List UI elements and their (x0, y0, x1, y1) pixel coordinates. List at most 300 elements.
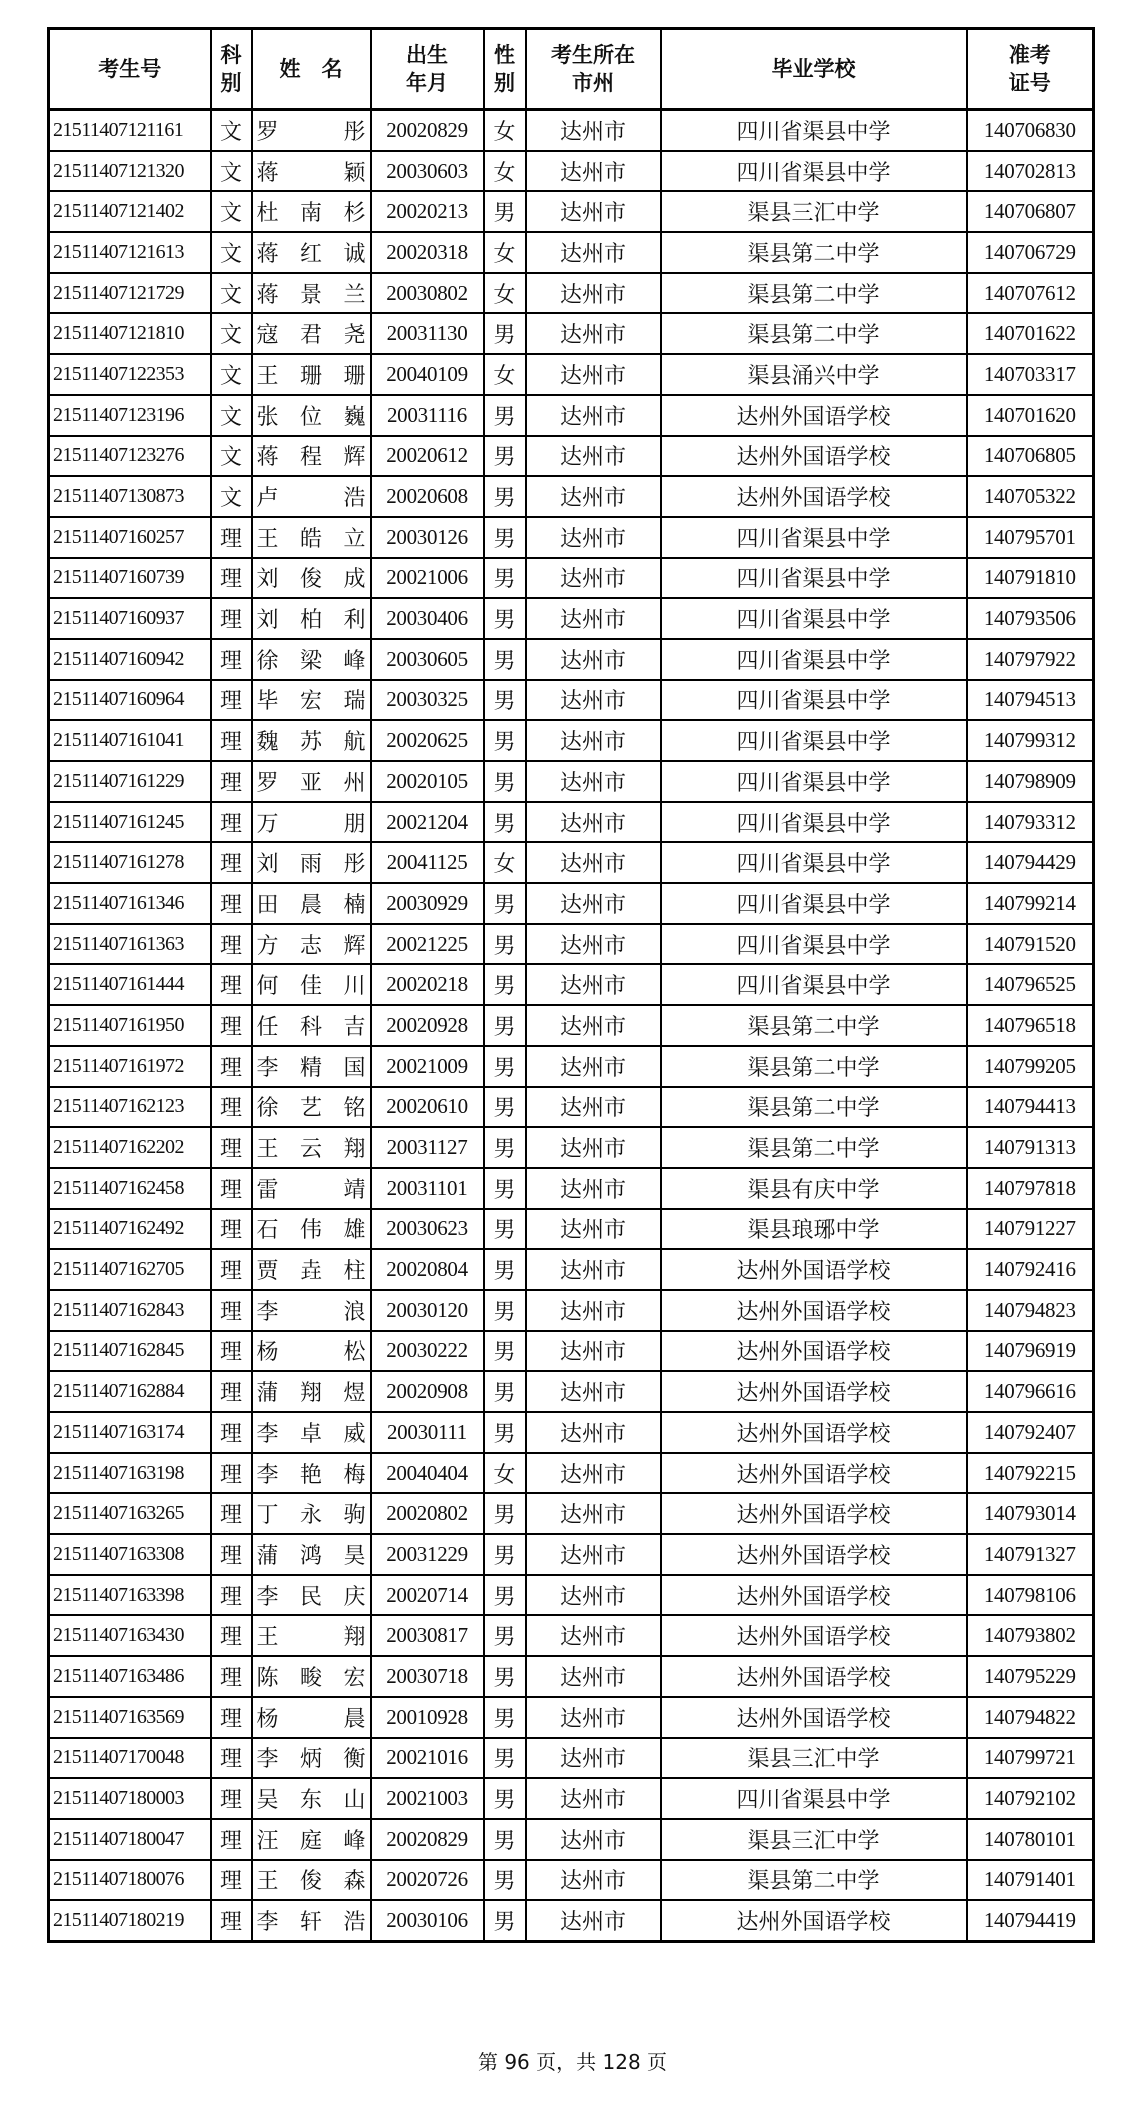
cell-exam-id: 21511407161444 (49, 964, 211, 1005)
cell-ticket-number: 140706805 (967, 436, 1094, 477)
cell-subject: 文 (211, 151, 252, 192)
cell-school: 达州外国语学校 (661, 1249, 967, 1290)
header-ticket: 准考证号 (967, 29, 1094, 110)
cell-exam-id: 21511407162705 (49, 1249, 211, 1290)
cell-school: 渠县第二中学 (661, 1046, 967, 1087)
cell-city: 达州市 (526, 1209, 661, 1250)
table-row (49, 1168, 1094, 1209)
cell-name: 杨晨 (252, 1697, 371, 1738)
cell-subject: 理 (211, 1290, 252, 1331)
cell-gender: 男 (484, 1860, 526, 1901)
cell-birth-date: 20020802 (371, 1493, 484, 1534)
cell-subject: 理 (211, 1900, 252, 1941)
cell-ticket-number: 140798106 (967, 1575, 1094, 1616)
cell-exam-id: 21511407162843 (49, 1290, 211, 1331)
cell-birth-date: 20041125 (371, 842, 484, 883)
cell-school: 四川省渠县中学 (661, 802, 967, 843)
cell-ticket-number: 140795701 (967, 517, 1094, 558)
cell-city: 达州市 (526, 436, 661, 477)
table-row (49, 1412, 1094, 1453)
cell-birth-date: 20010928 (371, 1697, 484, 1738)
cell-exam-id: 21511407122353 (49, 354, 211, 395)
table-row (49, 273, 1094, 314)
cell-city: 达州市 (526, 1493, 661, 1534)
cell-subject: 文 (211, 232, 252, 273)
cell-school: 达州外国语学校 (661, 476, 967, 517)
table-row (49, 191, 1094, 232)
cell-subject: 理 (211, 1005, 252, 1046)
cell-city: 达州市 (526, 1900, 661, 1941)
cell-gender: 男 (484, 1493, 526, 1534)
cell-subject: 理 (211, 1412, 252, 1453)
cell-name: 罗彤 (252, 110, 371, 151)
cell-city: 达州市 (526, 517, 661, 558)
cell-subject: 理 (211, 1656, 252, 1697)
cell-exam-id: 21511407160257 (49, 517, 211, 558)
cell-exam-id: 21511407163398 (49, 1575, 211, 1616)
cell-ticket-number: 140794823 (967, 1290, 1094, 1331)
cell-ticket-number: 140794413 (967, 1087, 1094, 1128)
cell-birth-date: 20030817 (371, 1615, 484, 1656)
cell-school: 四川省渠县中学 (661, 110, 967, 151)
table-row (49, 639, 1094, 680)
header-birth: 出生年月 (371, 29, 484, 110)
cell-exam-id: 21511407180047 (49, 1819, 211, 1860)
cell-gender: 男 (484, 1819, 526, 1860)
cell-exam-id: 21511407162123 (49, 1087, 211, 1128)
cell-birth-date: 20020218 (371, 964, 484, 1005)
cell-school: 四川省渠县中学 (661, 964, 967, 1005)
cell-name: 李民庆 (252, 1575, 371, 1616)
cell-gender: 男 (484, 598, 526, 639)
cell-ticket-number: 140795229 (967, 1656, 1094, 1697)
cell-exam-id: 21511407130873 (49, 476, 211, 517)
cell-city: 达州市 (526, 1615, 661, 1656)
cell-gender: 男 (484, 517, 526, 558)
cell-school: 渠县第二中学 (661, 1127, 967, 1168)
cell-exam-id: 21511407163308 (49, 1534, 211, 1575)
cell-city: 达州市 (526, 1738, 661, 1779)
cell-birth-date: 20030929 (371, 883, 484, 924)
cell-name: 吴东山 (252, 1778, 371, 1819)
cell-exam-id: 21511407160937 (49, 598, 211, 639)
table-row (49, 558, 1094, 599)
cell-ticket-number: 140791327 (967, 1534, 1094, 1575)
cell-ticket-number: 140799312 (967, 720, 1094, 761)
cell-ticket-number: 140796525 (967, 964, 1094, 1005)
cell-city: 达州市 (526, 1534, 661, 1575)
cell-gender: 男 (484, 1087, 526, 1128)
cell-city: 达州市 (526, 1249, 661, 1290)
table-row (49, 1778, 1094, 1819)
cell-school: 达州外国语学校 (661, 1453, 967, 1494)
cell-name: 陈畯宏 (252, 1656, 371, 1697)
cell-birth-date: 20021225 (371, 924, 484, 965)
cell-ticket-number: 140791520 (967, 924, 1094, 965)
cell-gender: 男 (484, 1412, 526, 1453)
cell-school: 达州外国语学校 (661, 1331, 967, 1372)
cell-exam-id: 21511407163198 (49, 1453, 211, 1494)
cell-birth-date: 20021006 (371, 558, 484, 599)
cell-school: 达州外国语学校 (661, 1575, 967, 1616)
cell-school: 渠县三汇中学 (661, 191, 967, 232)
cell-ticket-number: 140796919 (967, 1331, 1094, 1372)
cell-name: 贾垚柱 (252, 1249, 371, 1290)
cell-ticket-number: 140794429 (967, 842, 1094, 883)
cell-subject: 理 (211, 964, 252, 1005)
cell-ticket-number: 140794822 (967, 1697, 1094, 1738)
cell-ticket-number: 140701622 (967, 313, 1094, 354)
cell-exam-id: 21511407121613 (49, 232, 211, 273)
cell-subject: 理 (211, 558, 252, 599)
cell-school: 渠县第二中学 (661, 313, 967, 354)
cell-subject: 理 (211, 1819, 252, 1860)
cell-gender: 男 (484, 680, 526, 721)
cell-birth-date: 20031101 (371, 1168, 484, 1209)
cell-name: 王珊珊 (252, 354, 371, 395)
cell-exam-id: 21511407161950 (49, 1005, 211, 1046)
cell-birth-date: 20030126 (371, 517, 484, 558)
cell-school: 四川省渠县中学 (661, 558, 967, 599)
cell-exam-id: 21511407161245 (49, 802, 211, 843)
cell-city: 达州市 (526, 598, 661, 639)
cell-exam-id: 21511407161363 (49, 924, 211, 965)
cell-school: 渠县三汇中学 (661, 1819, 967, 1860)
cell-birth-date: 20031229 (371, 1534, 484, 1575)
cell-name: 蒲鸿昊 (252, 1534, 371, 1575)
cell-gender: 女 (484, 110, 526, 151)
table-row (49, 313, 1094, 354)
cell-ticket-number: 140797818 (967, 1168, 1094, 1209)
cell-exam-id: 21511407121161 (49, 110, 211, 151)
cell-school: 四川省渠县中学 (661, 598, 967, 639)
cell-name: 蒋程辉 (252, 436, 371, 477)
cell-city: 达州市 (526, 476, 661, 517)
cell-exam-id: 21511407160942 (49, 639, 211, 680)
cell-city: 达州市 (526, 924, 661, 965)
cell-school: 达州外国语学校 (661, 1900, 967, 1941)
cell-city: 达州市 (526, 110, 661, 151)
cell-gender: 男 (484, 476, 526, 517)
cell-gender: 女 (484, 273, 526, 314)
cell-name: 李浪 (252, 1290, 371, 1331)
cell-school: 达州外国语学校 (661, 1290, 967, 1331)
header-exam-id: 考生号 (49, 29, 211, 110)
cell-birth-date: 20030222 (371, 1331, 484, 1372)
cell-ticket-number: 140707612 (967, 273, 1094, 314)
cell-birth-date: 20020213 (371, 191, 484, 232)
cell-subject: 理 (211, 1209, 252, 1250)
cell-school: 渠县第二中学 (661, 273, 967, 314)
cell-birth-date: 20020928 (371, 1005, 484, 1046)
cell-name: 刘雨彤 (252, 842, 371, 883)
cell-school: 渠县琅琊中学 (661, 1209, 967, 1250)
cell-ticket-number: 140798909 (967, 761, 1094, 802)
cell-city: 达州市 (526, 1412, 661, 1453)
cell-birth-date: 20020318 (371, 232, 484, 273)
cell-subject: 文 (211, 476, 252, 517)
cell-city: 达州市 (526, 151, 661, 192)
cell-gender: 女 (484, 842, 526, 883)
table-row (49, 1249, 1094, 1290)
table-row (49, 1453, 1094, 1494)
cell-gender: 男 (484, 761, 526, 802)
cell-name: 蒲翔煜 (252, 1371, 371, 1412)
cell-gender: 男 (484, 191, 526, 232)
cell-city: 达州市 (526, 720, 661, 761)
table-row (49, 1371, 1094, 1412)
cell-subject: 理 (211, 1860, 252, 1901)
cell-school: 渠县第二中学 (661, 1005, 967, 1046)
cell-name: 任科吉 (252, 1005, 371, 1046)
cell-gender: 男 (484, 313, 526, 354)
cell-gender: 男 (484, 1697, 526, 1738)
table-row (49, 1697, 1094, 1738)
cell-exam-id: 21511407180076 (49, 1860, 211, 1901)
cell-ticket-number: 140792102 (967, 1778, 1094, 1819)
table-row (49, 924, 1094, 965)
cell-subject: 理 (211, 598, 252, 639)
cell-school: 四川省渠县中学 (661, 883, 967, 924)
cell-exam-id: 21511407163569 (49, 1697, 211, 1738)
cell-city: 达州市 (526, 1005, 661, 1046)
cell-ticket-number: 140794513 (967, 680, 1094, 721)
cell-gender: 男 (484, 1656, 526, 1697)
cell-school: 达州外国语学校 (661, 395, 967, 436)
cell-name: 张位巍 (252, 395, 371, 436)
cell-name: 杜南杉 (252, 191, 371, 232)
cell-gender: 男 (484, 964, 526, 1005)
cell-name: 汪庭峰 (252, 1819, 371, 1860)
table-row (49, 1209, 1094, 1250)
cell-gender: 男 (484, 1046, 526, 1087)
cell-birth-date: 20031130 (371, 313, 484, 354)
cell-ticket-number: 140799721 (967, 1738, 1094, 1779)
cell-exam-id: 21511407163174 (49, 1412, 211, 1453)
cell-birth-date: 20030718 (371, 1656, 484, 1697)
cell-name: 毕宏瑞 (252, 680, 371, 721)
cell-school: 渠县第二中学 (661, 232, 967, 273)
cell-gender: 男 (484, 1738, 526, 1779)
cell-subject: 理 (211, 1127, 252, 1168)
table-row (49, 1900, 1094, 1941)
admission-table (47, 27, 1095, 1943)
cell-subject: 文 (211, 395, 252, 436)
cell-city: 达州市 (526, 964, 661, 1005)
table-row (49, 1046, 1094, 1087)
cell-school: 四川省渠县中学 (661, 639, 967, 680)
cell-city: 达州市 (526, 1046, 661, 1087)
cell-gender: 女 (484, 354, 526, 395)
cell-birth-date: 20020612 (371, 436, 484, 477)
table-row (49, 395, 1094, 436)
cell-name: 田晨楠 (252, 883, 371, 924)
cell-subject: 理 (211, 1697, 252, 1738)
cell-gender: 男 (484, 1778, 526, 1819)
cell-ticket-number: 140706729 (967, 232, 1094, 273)
cell-gender: 男 (484, 395, 526, 436)
cell-school: 四川省渠县中学 (661, 842, 967, 883)
cell-ticket-number: 140794419 (967, 1900, 1094, 1941)
cell-school: 达州外国语学校 (661, 1371, 967, 1412)
cell-ticket-number: 140791401 (967, 1860, 1094, 1901)
cell-birth-date: 20030120 (371, 1290, 484, 1331)
table-row (49, 1615, 1094, 1656)
cell-school: 达州外国语学校 (661, 1697, 967, 1738)
cell-birth-date: 20021009 (371, 1046, 484, 1087)
cell-subject: 理 (211, 1493, 252, 1534)
cell-city: 达州市 (526, 1453, 661, 1494)
cell-ticket-number: 140793312 (967, 802, 1094, 843)
cell-subject: 文 (211, 436, 252, 477)
cell-city: 达州市 (526, 1371, 661, 1412)
cell-name: 李炳衡 (252, 1738, 371, 1779)
cell-school: 渠县三汇中学 (661, 1738, 967, 1779)
cell-city: 达州市 (526, 395, 661, 436)
cell-gender: 男 (484, 1249, 526, 1290)
cell-gender: 男 (484, 924, 526, 965)
cell-school: 四川省渠县中学 (661, 1778, 967, 1819)
cell-ticket-number: 140791810 (967, 558, 1094, 599)
cell-ticket-number: 140792416 (967, 1249, 1094, 1290)
table-row (49, 354, 1094, 395)
cell-birth-date: 20030802 (371, 273, 484, 314)
table-row (49, 517, 1094, 558)
cell-subject: 理 (211, 1778, 252, 1819)
cell-subject: 理 (211, 1249, 252, 1290)
cell-birth-date: 20030111 (371, 1412, 484, 1453)
table-row (49, 1087, 1094, 1128)
cell-city: 达州市 (526, 842, 661, 883)
cell-school: 四川省渠县中学 (661, 924, 967, 965)
cell-exam-id: 21511407121729 (49, 273, 211, 314)
cell-school: 四川省渠县中学 (661, 761, 967, 802)
cell-birth-date: 20030603 (371, 151, 484, 192)
cell-birth-date: 20021003 (371, 1778, 484, 1819)
table-row (49, 110, 1094, 151)
cell-ticket-number: 140799205 (967, 1046, 1094, 1087)
cell-school: 四川省渠县中学 (661, 151, 967, 192)
cell-gender: 男 (484, 1575, 526, 1616)
table-row (49, 964, 1094, 1005)
cell-city: 达州市 (526, 1127, 661, 1168)
cell-birth-date: 20020804 (371, 1249, 484, 1290)
cell-name: 罗亚州 (252, 761, 371, 802)
cell-name: 丁永驹 (252, 1493, 371, 1534)
cell-exam-id: 21511407162458 (49, 1168, 211, 1209)
cell-exam-id: 21511407163486 (49, 1656, 211, 1697)
table-row (49, 802, 1094, 843)
cell-city: 达州市 (526, 1860, 661, 1901)
table-row (49, 1819, 1094, 1860)
cell-name: 王皓立 (252, 517, 371, 558)
cell-gender: 男 (484, 1331, 526, 1372)
cell-birth-date: 20030406 (371, 598, 484, 639)
cell-birth-date: 20020625 (371, 720, 484, 761)
cell-gender: 男 (484, 802, 526, 843)
cell-city: 达州市 (526, 232, 661, 273)
table-row (49, 1331, 1094, 1372)
cell-subject: 理 (211, 883, 252, 924)
cell-gender: 男 (484, 639, 526, 680)
cell-city: 达州市 (526, 191, 661, 232)
cell-subject: 文 (211, 110, 252, 151)
cell-exam-id: 21511407163430 (49, 1615, 211, 1656)
cell-city: 达州市 (526, 313, 661, 354)
cell-birth-date: 20030605 (371, 639, 484, 680)
cell-birth-date: 20040109 (371, 354, 484, 395)
cell-gender: 男 (484, 1209, 526, 1250)
cell-school: 渠县第二中学 (661, 1860, 967, 1901)
cell-birth-date: 20020829 (371, 110, 484, 151)
header-name: 姓 名 (252, 29, 371, 110)
cell-name: 卢浩 (252, 476, 371, 517)
cell-name: 蒋颖 (252, 151, 371, 192)
cell-gender: 男 (484, 436, 526, 477)
cell-ticket-number: 140797922 (967, 639, 1094, 680)
header-subject: 科别 (211, 29, 252, 110)
cell-exam-id: 21511407121810 (49, 313, 211, 354)
cell-exam-id: 21511407180003 (49, 1778, 211, 1819)
cell-ticket-number: 140706807 (967, 191, 1094, 232)
table-row (49, 1127, 1094, 1168)
cell-gender: 女 (484, 232, 526, 273)
cell-name: 刘柏利 (252, 598, 371, 639)
cell-gender: 男 (484, 1900, 526, 1941)
cell-gender: 男 (484, 720, 526, 761)
table-row (49, 1493, 1094, 1534)
cell-subject: 理 (211, 1371, 252, 1412)
cell-school: 渠县涌兴中学 (661, 354, 967, 395)
cell-school: 达州外国语学校 (661, 1656, 967, 1697)
cell-city: 达州市 (526, 1778, 661, 1819)
cell-birth-date: 20020714 (371, 1575, 484, 1616)
cell-school: 达州外国语学校 (661, 436, 967, 477)
table-row (49, 1005, 1094, 1046)
cell-subject: 理 (211, 1168, 252, 1209)
cell-ticket-number: 140796616 (967, 1371, 1094, 1412)
cell-school: 四川省渠县中学 (661, 720, 967, 761)
cell-city: 达州市 (526, 1168, 661, 1209)
cell-school: 达州外国语学校 (661, 1615, 967, 1656)
cell-subject: 理 (211, 1331, 252, 1372)
cell-exam-id: 21511407162492 (49, 1209, 211, 1250)
cell-city: 达州市 (526, 639, 661, 680)
cell-birth-date: 20030325 (371, 680, 484, 721)
cell-gender: 男 (484, 1168, 526, 1209)
table-row (49, 1738, 1094, 1779)
cell-subject: 理 (211, 802, 252, 843)
cell-name: 蒋红诚 (252, 232, 371, 273)
cell-gender: 女 (484, 1453, 526, 1494)
cell-birth-date: 20020908 (371, 1371, 484, 1412)
cell-name: 杨松 (252, 1331, 371, 1372)
cell-name: 徐艺铭 (252, 1087, 371, 1128)
cell-birth-date: 20020608 (371, 476, 484, 517)
table-row (49, 1575, 1094, 1616)
cell-birth-date: 20040404 (371, 1453, 484, 1494)
cell-subject: 文 (211, 354, 252, 395)
cell-subject: 理 (211, 761, 252, 802)
cell-gender: 男 (484, 558, 526, 599)
table-row (49, 232, 1094, 273)
cell-city: 达州市 (526, 802, 661, 843)
cell-city: 达州市 (526, 761, 661, 802)
cell-city: 达州市 (526, 1697, 661, 1738)
cell-subject: 理 (211, 1087, 252, 1128)
cell-name: 王翔 (252, 1615, 371, 1656)
cell-birth-date: 20031127 (371, 1127, 484, 1168)
